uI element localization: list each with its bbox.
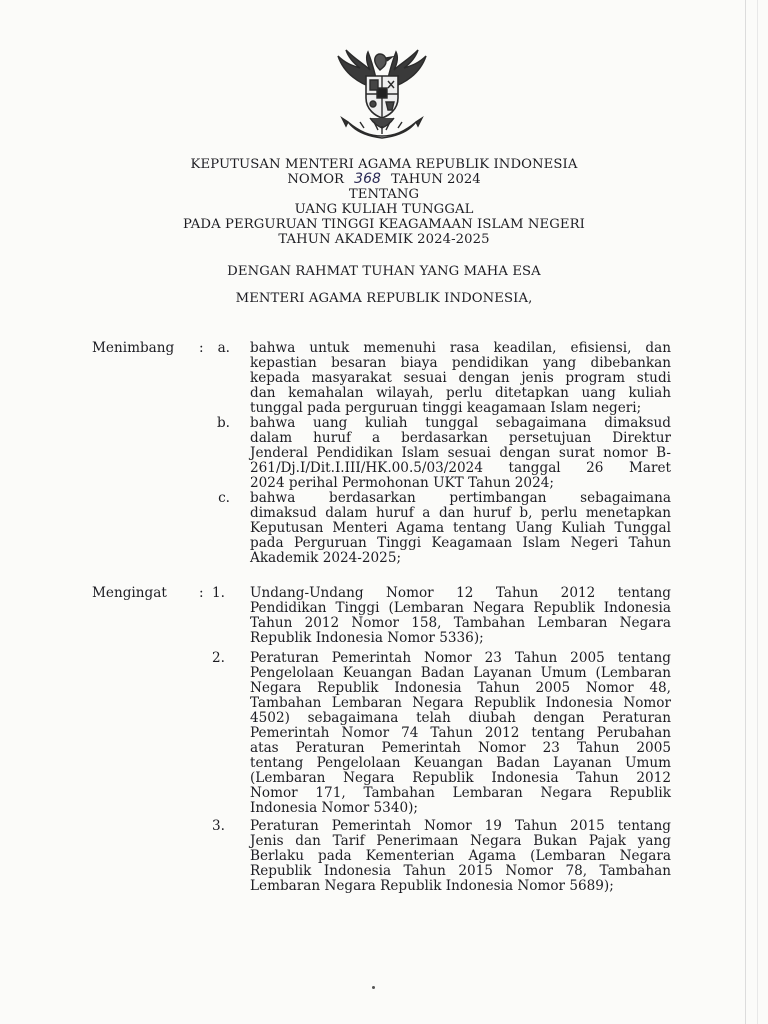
paragraph-line: dan kemahalan wilayah, perlu ditetapkan uang kuliah: [250, 385, 671, 401]
header-title: KEPUTUSAN MENTERI AGAMA REPUBLIK INDONESIA: [190, 157, 578, 172]
paragraph-line: bahwa untuk memenuhi rasa keadilan, efisiensi, dan: [250, 340, 671, 356]
mengingat-item-2: [250, 651, 671, 816]
paragraph-line: bahwa uang kuliah tunggal sebagaimana dimaksud: [250, 415, 671, 431]
paragraph-line: Indonesia Nomor 5340);: [250, 800, 419, 816]
menimbang-item-c: [250, 491, 671, 566]
paragraph-line: dalam huruf a berdasarkan persetujuan Direktur: [250, 430, 671, 446]
paragraph-line: atas Peraturan Pemerintah Nomor 23 Tahun 2005: [250, 740, 671, 756]
mengingat-item-3: [250, 819, 671, 894]
garuda-emblem-icon: [330, 48, 434, 140]
paragraph-line: Lembaran Negara Republik Indonesia Nomor 5689);: [250, 878, 614, 894]
item-marker: a.: [217, 340, 230, 356]
item-marker: 3.: [212, 818, 225, 834]
paragraph-line: tunggal pada perguruan tinggi keagamaan Islam negeri;: [250, 400, 642, 416]
menimbang-item-b: [250, 416, 671, 491]
paragraph-line: Republik Indonesia Nomor 5336);: [250, 630, 484, 646]
scan-speck: [372, 986, 375, 989]
header-tentang: TENTANG: [348, 187, 420, 202]
item-marker: 2.: [212, 650, 225, 666]
paragraph-line: Pemerintah Nomor 74 Tahun 2012 tentang Perubahan: [250, 725, 671, 741]
menimbang-item-a: [250, 341, 671, 416]
paragraph-line: Akademik 2024-2025;: [250, 550, 402, 566]
paragraph-line: dimaksud dalam huruf a dan huruf b, perlu menetapkan: [250, 505, 671, 521]
paragraph-line: pada Perguruan Tinggi Keagamaan Islam Negeri Tahun: [250, 535, 671, 551]
paragraph-line: Negara Republik Indonesia Tahun 2005 Nomor 48,: [250, 680, 671, 696]
paragraph-line: Jenderal Pendidikan Islam sesuai dengan surat nomor B-: [250, 445, 671, 461]
header-subject: UANG KULIAH TUNGGAL: [294, 202, 474, 217]
scan-edge-line: [745, 0, 746, 1024]
nomor-label: NOMOR: [287, 172, 344, 187]
paragraph-line: Peraturan Pemerintah Nomor 19 Tahun 2015 tentang: [250, 818, 671, 834]
section-colon: :: [199, 585, 204, 601]
item-marker: 1.: [212, 585, 225, 601]
item-marker: c.: [218, 490, 230, 506]
paragraph-line: Nomor 171, Tambahan Lembaran Negara Republik: [250, 785, 671, 801]
paragraph-line: Tahun 2012 Nomor 158, Tambahan Lembaran Negara: [250, 615, 671, 631]
paragraph-line: bahwa berdasarkan pertimbangan sebagaimana: [250, 490, 671, 506]
paragraph-line: kepada masyarakat sesuai dengan jenis program studi: [250, 370, 671, 386]
section-label-menimbang: Menimbang: [92, 340, 175, 356]
paragraph-line: Undang-Undang Nomor 12 Tahun 2012 tentang: [250, 585, 671, 601]
paragraph-line: Jenis dan Tarif Penerimaan Negara Bukan Pajak yang: [250, 833, 671, 849]
section-label-mengingat: Mengingat: [92, 585, 167, 601]
paragraph-line: Berlaku pada Kementerian Agama (Lembaran Negara: [250, 848, 671, 864]
nomor-tahun: TAHUN 2024: [391, 172, 481, 187]
item-marker: b.: [216, 415, 230, 431]
paragraph-line: Peraturan Pemerintah Nomor 23 Tahun 2005 tentang: [250, 650, 671, 666]
paragraph-line: tentang Pengelolaan Keuangan Badan Layanan Umum: [250, 755, 671, 771]
paragraph-line: 2024 perihal Permohonan UKT Tahun 2024;: [250, 475, 554, 491]
paragraph-line: Pendidikan Tinggi (Lembaran Negara Republik Indonesia: [250, 600, 671, 616]
header-nomor-row: [0, 172, 768, 187]
header-subject: PADA PERGURUAN TINGGI KEAGAMAAN ISLAM NEGERI: [183, 217, 585, 232]
header-minister: MENTERI AGAMA REPUBLIK INDONESIA,: [235, 291, 533, 306]
header-invocation: DENGAN RAHMAT TUHAN YANG MAHA ESA: [227, 264, 541, 279]
section-colon: :: [199, 340, 204, 356]
paragraph-line: 261/Dj.I/Dit.I.III/HK.00.5/03/2024 tanggal 26 Maret: [250, 460, 671, 476]
paragraph-line: Tambahan Lembaran Negara Republik Indonesia Nomor: [250, 695, 671, 711]
scan-edge-line: [757, 0, 758, 1024]
paragraph-line: Republik Indonesia Tahun 2015 Nomor 78, Tambahan: [250, 863, 671, 879]
header-subject: TAHUN AKADEMIK 2024-2025: [278, 232, 490, 247]
nomor-value: 368: [354, 171, 381, 187]
paragraph-line: Keputusan Menteri Agama tentang Uang Kuliah Tunggal: [250, 520, 671, 536]
mengingat-item-1: [250, 586, 671, 646]
paragraph-line: kepastian besaran biaya pendidikan yang dibebankan: [250, 355, 671, 371]
paragraph-line: 4502) sebagaimana telah diubah dengan Peraturan: [250, 710, 671, 726]
paragraph-line: Pengelolaan Keuangan Badan Layanan Umum (Lembaran: [250, 665, 671, 681]
paragraph-line: (Lembaran Negara Republik Indonesia Tahun 2012: [250, 770, 671, 786]
